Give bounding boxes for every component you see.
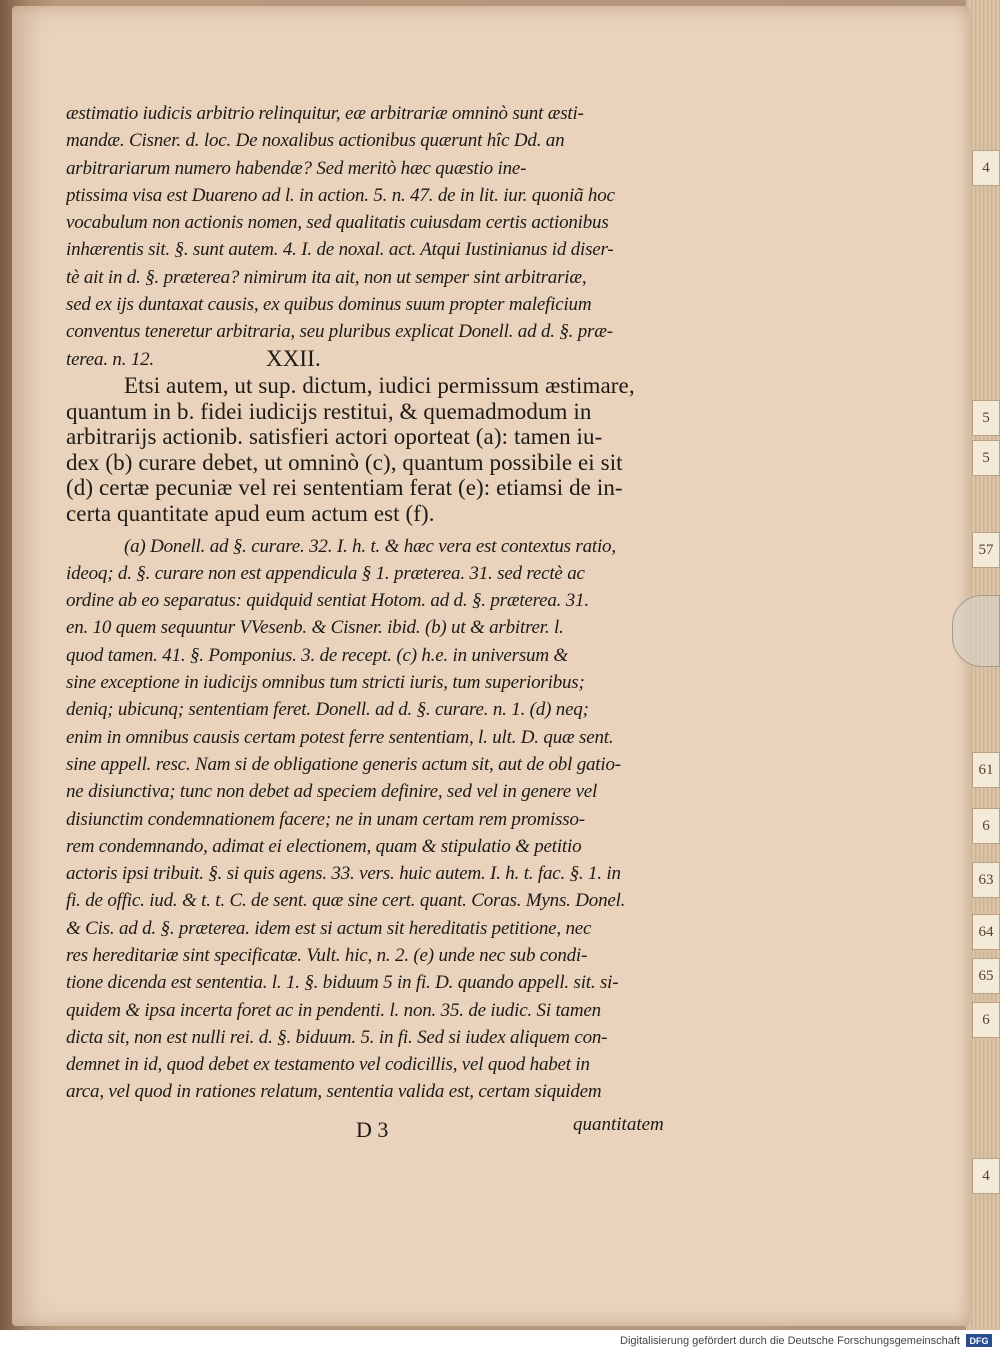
thumb-tab: 57	[972, 532, 1000, 568]
section-heading-row	[66, 346, 696, 373]
note-line: sine exceptione in iudicijs omnibus tum stricti iuris, tum superioribus;	[66, 672, 585, 694]
thumb-tab: 63	[972, 862, 1000, 898]
note-line: dicta sit, non est nulli rei. d. §. biduum. 5. in fi. Sed si iudex aliquem con-	[66, 1026, 608, 1048]
heading-left: terea. n. 12.	[66, 348, 154, 370]
paragraph-line: dex (b) curare debet, ut omninò (c), quantum possibile ei sit	[66, 449, 623, 475]
text-line: sed ex ijs duntaxat causis, ex quibus dominus suum propter maleficium	[66, 294, 592, 316]
note-line: quod tamen. 41. §. Pomponius. 3. de recept. (c) h.e. in universum &	[66, 644, 568, 666]
funding-notice: Digitalisierung gefördert durch die Deutsche Forschungsgemeinschaft	[620, 1335, 960, 1347]
note-line: disiunctim condemnationem facere; ne in unam certam rem promisso-	[66, 808, 585, 830]
text-line: mandæ. Cisner. d. loc. De noxalibus actionibus quærunt hîc Dd. an	[66, 130, 565, 152]
thumb-tab: 4	[972, 1158, 1000, 1194]
note-line: arca, vel quod in rationes relatum, sententia valida est, certam siquidem	[66, 1081, 602, 1103]
note-line: rem condemnando, adimat ei electionem, quam & stipulatio & petitio	[66, 835, 582, 857]
note-line: demnet in id, quod debet ex testamento vel codicillis, vel quod habet in	[66, 1054, 590, 1076]
text-line: conventus teneretur arbitraria, seu pluribus explicat Donell. ad d. §. præ-	[66, 321, 613, 343]
text-line: arbitrariarum numero habendæ? Sed meritò hæc quæstio ine-	[66, 157, 527, 179]
text-line: inhærentis sit. §. sunt autem. 4. I. de noxal. act. Atqui Iustinianus id diser-	[66, 239, 614, 261]
section-number: XXII.	[266, 345, 321, 371]
page-text	[66, 100, 696, 1106]
note-line: (a) Donell. ad §. curare. 32. I. h. t. & hæc vera est contextus ratio,	[124, 535, 616, 557]
thumb-tab: 5	[972, 400, 1000, 436]
paragraph-line: certa quantitate apud eum actum est (f).	[66, 500, 435, 526]
note-line: en. 10 quem sequuntur VVesenb. & Cisner. ibid. (b) ut & arbitrer. l.	[66, 617, 564, 639]
thumb-tab: 65	[972, 958, 1000, 994]
thumb-tab: 6	[972, 1002, 1000, 1038]
text-line: tè ait in d. §. præterea? nimirum ita ait, non ut semper sint arbitrariæ,	[66, 266, 587, 288]
paragraph-line: arbitrarijs actionib. satisfieri actori oporteat (a): tamen iu-	[66, 424, 603, 450]
note-line: enim in omnibus causis certam potest ferre sententiam, l. ult. D. quæ sent.	[66, 726, 614, 748]
note-line: quidem & ipsa incerta foret ac in pendenti. l. non. 35. de iudic. Si tamen	[66, 999, 601, 1021]
thumb-tab: 64	[972, 914, 1000, 950]
footer-bar	[0, 1330, 1000, 1352]
paragraph-line: quantum in b. fidei iudicijs restitui, & quemadmodum in	[66, 398, 592, 424]
text-line: ptissima visa est Duareno ad l. in action. 5. n. 47. de in lit. iur. quoniã hoc	[66, 184, 615, 206]
note-line: ne disiunctiva; tunc non debet ad speciem definire, sed vel in genere vel	[66, 781, 598, 803]
note-line: ideoq; d. §. curare non est appendicula § 1. præterea. 31. sed rectè ac	[66, 562, 585, 584]
note-line: & Cis. ad d. §. præterea. idem est si actum sit hereditatis petitione, nec	[66, 917, 592, 939]
paragraph-line: Etsi autem, ut sup. dictum, iudici permissum æstimare,	[124, 372, 635, 398]
paragraph-line: (d) certæ pecuniæ vel rei sententiam ferat (e): etiamsi de in-	[66, 475, 623, 501]
note-line: tione dicenda est sententia. l. 1. §. biduum 5 in fi. D. quando appell. sit. si-	[66, 972, 619, 994]
note-line: actoris ipsi tribuit. §. si quis agens. 33. vers. huic autem. I. h. t. fac. §. 1. in	[66, 863, 621, 885]
note-line: res hereditariæ sint specificatæ. Vult. hic, n. 2. (e) unde nec sub condi-	[66, 944, 588, 966]
text-line: æstimatio iudicis arbitrio relinquitur, eæ arbitrariæ omninò sunt æsti-	[66, 103, 584, 124]
thumb-tab: 6	[972, 808, 1000, 844]
signature-mark: D 3	[356, 1117, 389, 1142]
thumb-tab: 4	[972, 150, 1000, 186]
note-line: deniq; ubicunq; sententiam feret. Donell. ad d. §. curare. n. 1. (d) neq;	[66, 699, 589, 721]
page-clip	[952, 595, 1000, 667]
note-line: fi. de offic. iud. & t. t. C. de sent. quæ sine cert. quant. Coras. Myns. Donel.	[66, 890, 626, 912]
thumb-tab: 61	[972, 752, 1000, 788]
note-line: sine appell. resc. Nam si de obligatione generis actum sit, aut de obl gatio-	[66, 753, 621, 775]
dfg-logo: DFG	[966, 1334, 992, 1347]
thumb-tab: 5	[972, 440, 1000, 476]
catchword: quantitatem	[573, 1114, 664, 1135]
text-line: vocabulum non actionis nomen, sed qualitatis cuiusdam certis actionibus	[66, 212, 609, 234]
note-line: ordine ab eo separatus: quidquid sentiat Hotom. ad d. §. præterea. 31.	[66, 590, 589, 612]
